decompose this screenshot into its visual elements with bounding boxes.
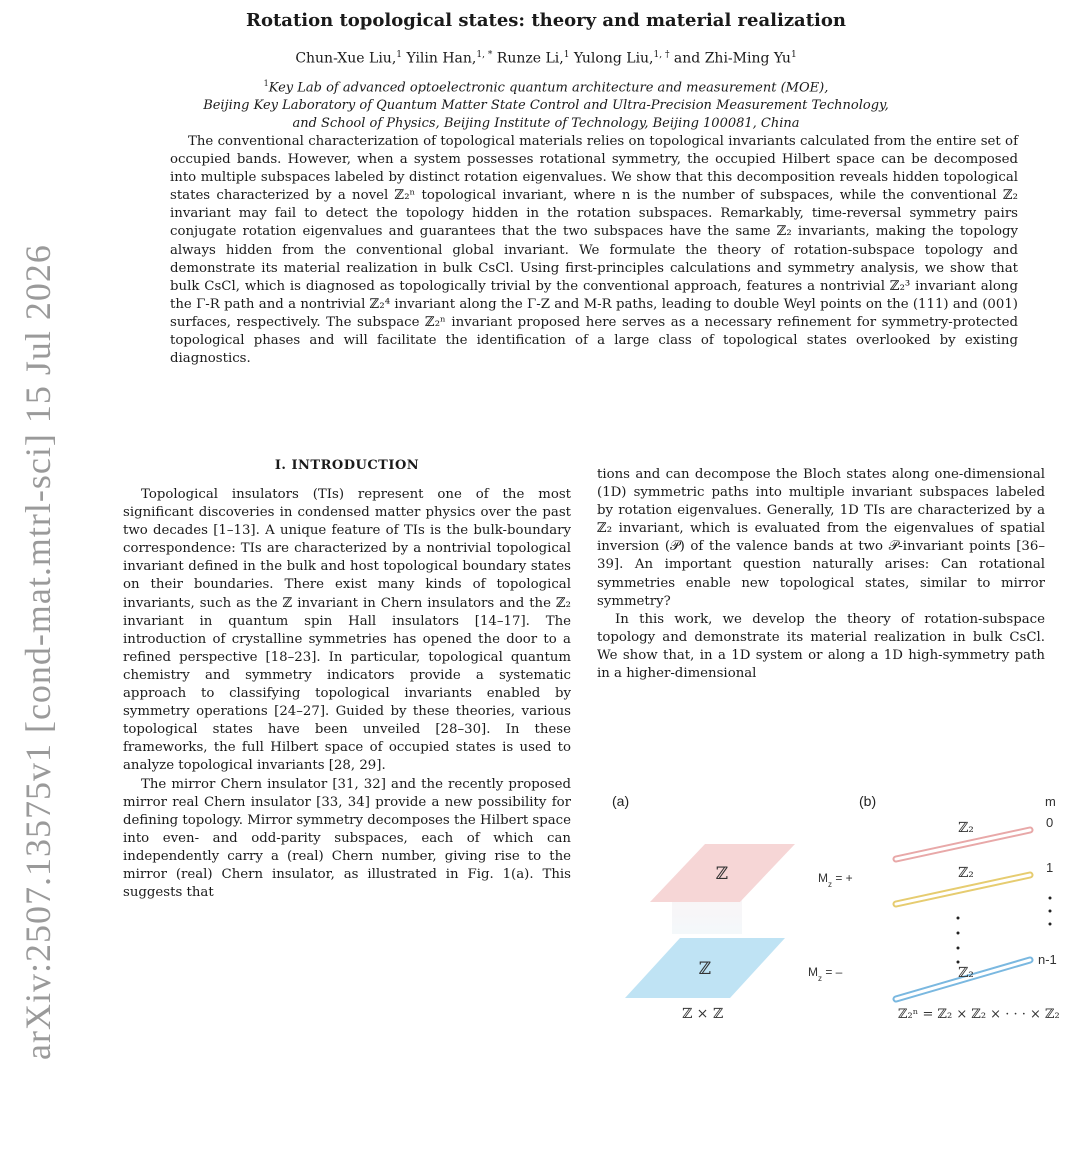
arxiv-stamp [0,160,68,1160]
m-value: 1 [1046,860,1054,875]
author-name: Yilin Han, [406,50,477,67]
abstract: The conventional characterization of topological materials relies on topological invariants calculated from the entire set of occupied bands. However, when a system possesses rotational symmetry, the occupied Hilbert space can be decomposed into multiple subspaces labeled by distinct rotation eigenvalues. We show that this decomposition reveals hidden topological states characterized by a novel ℤ₂ⁿ topological invariant, where n is the number of subspaces, while the conventional ℤ₂ invariant may fail to detect the topology hidden in the rotation subspaces. Remarkably, time-reversal symmetry pairs conjugate rotation eigenvalues and guarantees that the two subspaces have the same ℤ₂ invariants, making the topology always hidden from the conventional global invariant. We formulate the theory of rotation-subspace topology and demonstrate its material realization in bulk CsCl. Using first-principles calculations and symmetry analysis, we show that bulk CsCl, which is diagnosed as topologically trivial by the conventional approach, features a nontrivial ℤ₂³ invariant along the Γ-R path and a nontrivial ℤ₂⁴ invariant along the Γ-Z and M-R paths, leading to double Weyl points on the (111) and (001) surfaces, respectively. The subspace ℤ₂ⁿ invariant proposed here serves as a necessary refinement for symmetry-protected topological phases and will facilitate the identification of a large class of topological states overlooked by existing diagnostics. [170,134,1018,367]
plane-symbol: ℤ [698,959,712,979]
affiliation-line: Beijing Key Laboratory of Quantum Matter State Control and Ultra-Precision Measurement Technology, [203,98,889,114]
affiliation-line: $^1$Key Lab of advanced optoelectronic quantum architecture and measurement (MOE), [263,79,829,96]
paper-title: Rotation topological states: theory and material realization [246,10,846,31]
arxiv-identifier: arXiv:2507.13575v1 [cond-mat.mtrl-sci] 15 Jul 2026 [18,244,58,1060]
rod-row [896,860,1053,904]
panel-b [859,793,1060,1022]
author-name: Chun-Xue Liu, [295,50,397,67]
mirror-eigen-label: $M_z$ = + [818,871,853,889]
panel-a [612,793,853,1022]
paragraph: In this work, we develop the theory of rotation-subspace topology and demonstrate its material realization in bulk CsCl. We show that, in a 1D system or along a 1D high-symmetry path in a higher-dimensional [597,611,1045,682]
panel-b-label: (b) [859,793,877,809]
panel-a-caption: ℤ × ℤ [682,1006,724,1022]
right-column [597,466,1045,683]
author-list [0,50,1092,67]
rod-symbol: ℤ₂ [958,865,974,881]
left-column [123,486,571,902]
author-affil-mark[interactable]: 1, * [476,50,493,60]
panel-b-caption: ℤ₂ⁿ = ℤ₂ × ℤ₂ × · · · × ℤ₂ [898,1007,1060,1022]
mirror-eigen-label: $M_z$ = – [808,965,843,983]
author-name: Yulong Liu, [573,50,654,67]
m-header: m [1045,794,1056,809]
rod-row [896,815,1053,859]
paragraph: The mirror Chern insulator [31, 32] and the recently proposed mirror real Chern insulator [33, 34] provide a new possibility for defining topology. Mirror symmetry decomposes the Hilbert space into even- and odd-parity subspaces, each of which can independently carry a (real) Chern number, giving rise to the mirror (real) Chern insulator, as illustrated in Fig. 1(a). This suggests that [123,776,571,901]
affiliation [0,75,1092,133]
affiliation-line: and School of Physics, Beijing Institute of Technology, Beijing 100081, China [292,116,800,132]
m-value: 0 [1046,815,1054,830]
author-name: and Zhi-Ming Yu [673,50,791,67]
m-value: n-1 [1038,952,1057,967]
plane-gap-haze [672,898,742,934]
section-heading: I. INTRODUCTION [274,458,420,473]
author-name: Runze Li, [496,50,564,67]
panel-a-label: (a) [612,793,630,809]
figure-1 [580,786,1080,1026]
author-affil-mark: 1 [563,50,570,60]
paragraph: tions and can decompose the Bloch states along one-dimensional (1D) symmetric paths into multiple invariant subspaces labeled by rotation eigenvalues. Generally, 1D TIs are characterized by a ℤ₂ invariant, which is evaluated from the eigenvalues of spatial inversion (𝒫) of the valence bands at two 𝒫-invariant points [36–39]. An important question naturally arises: Can rotational symmetries enable new topological states, similar to mirror symmetry? [597,467,1045,609]
author-affil-mark: 1 [790,50,797,60]
author-affil-mark[interactable]: 1, † [653,50,670,60]
rod-symbol: ℤ₂ [958,965,974,981]
author-affil-mark: 1 [396,50,402,60]
paragraph: Topological insulators (TIs) represent one of the most significant discoveries in condensed matter physics over the past two decades [1–13]. A unique feature of TIs is the bulk-boundary correspondence: TIs are characterized by a nontrivial topological invariant defined in the bulk and host topological boundary states on their boundaries. There exist many kinds of topological invariants, such as the ℤ invariant in Chern insulators and the ℤ₂ invariant in quantum spin Hall insulators [14–17]. The introduction of crystalline symmetries has opened the door to a refined perspective [18–23]. In particular, topological quantum chemistry and symmetry indicators provide a systematic approach to classifying topological invariants enabled by symmetry operations [24–27]. Guided by these theories, various topological states have been unveiled [28–30]. In these frameworks, the full Hilbert space of occupied states is used to analyze topological invariants [28, 29]. [123,487,571,774]
rod-symbol: ℤ₂ [958,820,974,836]
rod-row [896,952,1057,999]
plane-symbol: ℤ [715,864,729,884]
